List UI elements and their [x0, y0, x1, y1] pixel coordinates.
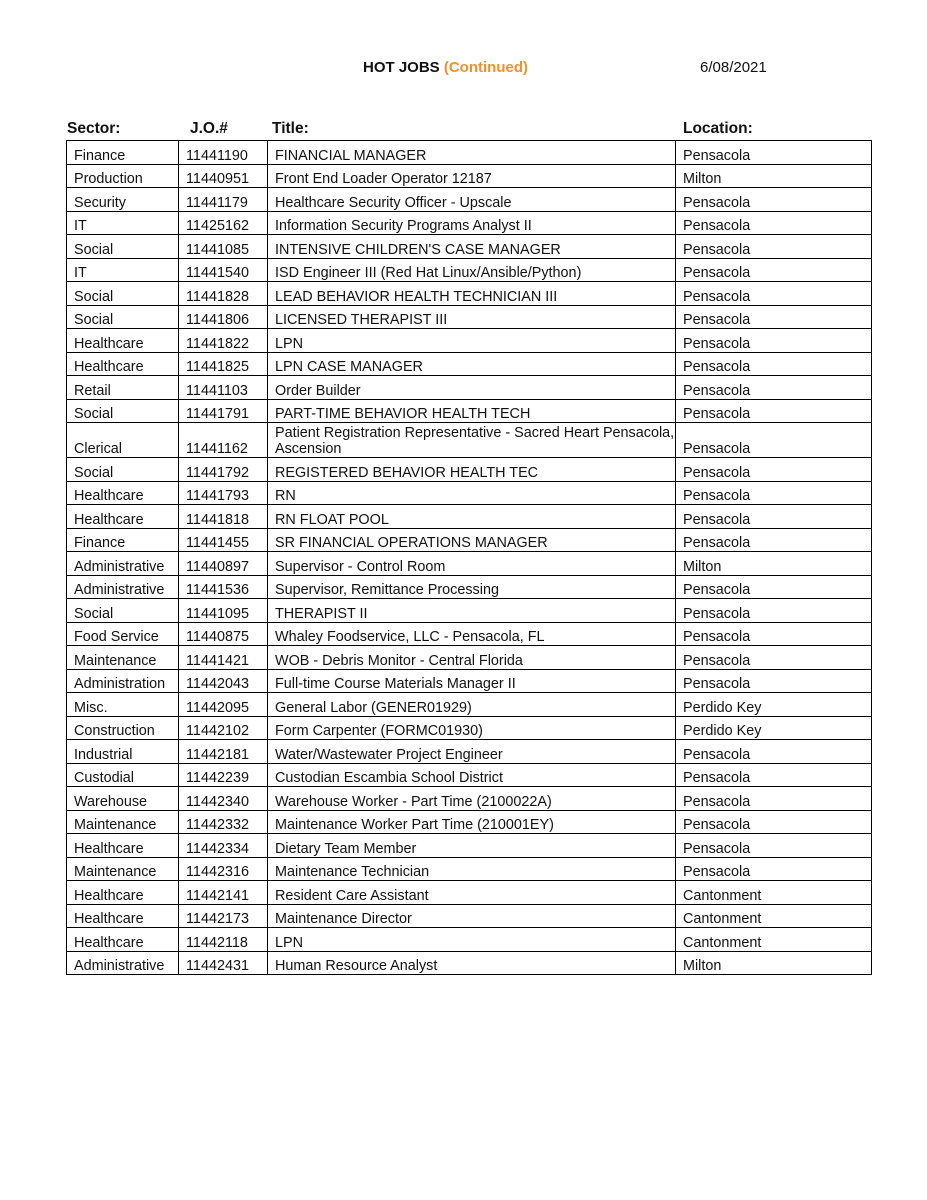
- cell-sector: Food Service: [67, 622, 179, 646]
- cell-jo: 11442141: [179, 881, 268, 905]
- cell-location: Pensacola: [676, 376, 872, 400]
- cell-sector: Clerical: [67, 423, 179, 458]
- table-row: [67, 458, 872, 482]
- cell-jo: 11441540: [179, 258, 268, 282]
- cell-jo: 11441791: [179, 399, 268, 423]
- cell-jo: 11442102: [179, 716, 268, 740]
- continued-label: (Continued): [443, 59, 528, 76]
- cell-title: Water/Wastewater Project Engineer: [268, 740, 676, 764]
- table-row: [67, 235, 872, 259]
- cell-title: Supervisor - Control Room: [268, 552, 676, 576]
- cell-location: Pensacola: [676, 423, 872, 458]
- cell-location: Pensacola: [676, 646, 872, 670]
- column-header-location: Location:: [683, 120, 753, 137]
- cell-sector: Social: [67, 305, 179, 329]
- cell-jo: 11441179: [179, 188, 268, 212]
- cell-jo: 11440875: [179, 622, 268, 646]
- cell-jo: 11441818: [179, 505, 268, 529]
- column-header-title: Title:: [272, 120, 309, 137]
- cell-location: Milton: [676, 951, 872, 975]
- cell-location: Pensacola: [676, 481, 872, 505]
- table-row: [67, 211, 872, 235]
- cell-location: Pensacola: [676, 740, 872, 764]
- table-row: [67, 834, 872, 858]
- cell-title: Custodian Escambia School District: [268, 763, 676, 787]
- table-row: [67, 904, 872, 928]
- cell-location: Cantonment: [676, 881, 872, 905]
- cell-title: LPN: [268, 928, 676, 952]
- cell-jo: 11442332: [179, 810, 268, 834]
- cell-jo: 11441536: [179, 575, 268, 599]
- cell-jo: 11441095: [179, 599, 268, 623]
- cell-title: LPN: [268, 329, 676, 353]
- cell-title: Human Resource Analyst: [268, 951, 676, 975]
- cell-location: Milton: [676, 164, 872, 188]
- table-row: [67, 928, 872, 952]
- cell-sector: Administration: [67, 669, 179, 693]
- table-row: [67, 693, 872, 717]
- cell-jo: 11441806: [179, 305, 268, 329]
- cell-location: Pensacola: [676, 235, 872, 259]
- table-row: [67, 282, 872, 306]
- cell-location: Pensacola: [676, 669, 872, 693]
- cell-location: Pensacola: [676, 458, 872, 482]
- cell-sector: Healthcare: [67, 329, 179, 353]
- cell-sector: Security: [67, 188, 179, 212]
- cell-title: Full-time Course Materials Manager II: [268, 669, 676, 693]
- cell-jo: 11440897: [179, 552, 268, 576]
- table-row: [67, 951, 872, 975]
- cell-jo: 11442239: [179, 763, 268, 787]
- title-text: HOT JOBS: [363, 59, 440, 76]
- cell-jo: 11441822: [179, 329, 268, 353]
- cell-location: Pensacola: [676, 258, 872, 282]
- cell-location: Milton: [676, 552, 872, 576]
- cell-jo: 11441793: [179, 481, 268, 505]
- cell-sector: Social: [67, 599, 179, 623]
- cell-location: Pensacola: [676, 211, 872, 235]
- jobs-table: [66, 140, 872, 975]
- cell-jo: 11442095: [179, 693, 268, 717]
- table-row: [67, 376, 872, 400]
- cell-sector: Construction: [67, 716, 179, 740]
- cell-sector: Healthcare: [67, 834, 179, 858]
- cell-jo: 11441190: [179, 141, 268, 165]
- cell-title: Maintenance Worker Part Time (210001EY): [268, 810, 676, 834]
- cell-location: Pensacola: [676, 834, 872, 858]
- cell-title: Supervisor, Remittance Processing: [268, 575, 676, 599]
- cell-sector: IT: [67, 258, 179, 282]
- cell-title: PART-TIME BEHAVIOR HEALTH TECH: [268, 399, 676, 423]
- cell-title: Warehouse Worker - Part Time (2100022A): [268, 787, 676, 811]
- cell-location: Pensacola: [676, 763, 872, 787]
- table-row: [67, 164, 872, 188]
- cell-location: Pensacola: [676, 528, 872, 552]
- cell-title: Maintenance Director: [268, 904, 676, 928]
- cell-sector: Social: [67, 235, 179, 259]
- table-row: [67, 763, 872, 787]
- table-row: [67, 352, 872, 376]
- report-date: 6/08/2021: [700, 59, 767, 76]
- column-header-jo: J.O.#: [190, 120, 228, 137]
- cell-sector: IT: [67, 211, 179, 235]
- cell-title: Maintenance Technician: [268, 857, 676, 881]
- table-row: [67, 881, 872, 905]
- cell-location: Pensacola: [676, 305, 872, 329]
- cell-sector: Administrative: [67, 951, 179, 975]
- cell-title: RN: [268, 481, 676, 505]
- cell-jo: 11442043: [179, 669, 268, 693]
- cell-jo: 11441085: [179, 235, 268, 259]
- table-row: [67, 575, 872, 599]
- cell-title: Whaley Foodservice, LLC - Pensacola, FL: [268, 622, 676, 646]
- table-row: [67, 481, 872, 505]
- cell-sector: Social: [67, 399, 179, 423]
- page-title: [363, 59, 528, 76]
- cell-jo: 11441103: [179, 376, 268, 400]
- table-row: [67, 552, 872, 576]
- cell-title: ISD Engineer III (Red Hat Linux/Ansible/Python): [268, 258, 676, 282]
- cell-title: Patient Registration Representative - Sacred Heart Pensacola, Ascension: [268, 423, 676, 458]
- cell-jo: 11441455: [179, 528, 268, 552]
- cell-jo: 11441825: [179, 352, 268, 376]
- cell-sector: Social: [67, 458, 179, 482]
- cell-location: Pensacola: [676, 141, 872, 165]
- jobs-table-body: [67, 141, 872, 975]
- cell-location: Pensacola: [676, 282, 872, 306]
- cell-sector: Maintenance: [67, 646, 179, 670]
- cell-sector: Finance: [67, 141, 179, 165]
- table-row: [67, 423, 872, 458]
- cell-location: Cantonment: [676, 904, 872, 928]
- cell-title: SR FINANCIAL OPERATIONS MANAGER: [268, 528, 676, 552]
- cell-title: WOB - Debris Monitor - Central Florida: [268, 646, 676, 670]
- cell-location: Pensacola: [676, 188, 872, 212]
- cell-sector: Administrative: [67, 575, 179, 599]
- table-row: [67, 258, 872, 282]
- cell-location: Pensacola: [676, 857, 872, 881]
- cell-title: LEAD BEHAVIOR HEALTH TECHNICIAN III: [268, 282, 676, 306]
- cell-sector: Production: [67, 164, 179, 188]
- cell-title: LPN CASE MANAGER: [268, 352, 676, 376]
- cell-sector: Finance: [67, 528, 179, 552]
- cell-location: Pensacola: [676, 352, 872, 376]
- table-row: [67, 188, 872, 212]
- cell-sector: Misc.: [67, 693, 179, 717]
- cell-jo: 11441162: [179, 423, 268, 458]
- cell-sector: Healthcare: [67, 881, 179, 905]
- cell-sector: Healthcare: [67, 481, 179, 505]
- table-row: [67, 646, 872, 670]
- cell-sector: Custodial: [67, 763, 179, 787]
- column-header-sector: Sector:: [67, 120, 121, 137]
- cell-title: Front End Loader Operator 12187: [268, 164, 676, 188]
- table-row: [67, 787, 872, 811]
- table-row: [67, 740, 872, 764]
- table-row: [67, 810, 872, 834]
- cell-sector: Maintenance: [67, 810, 179, 834]
- cell-location: Pensacola: [676, 575, 872, 599]
- table-row: [67, 505, 872, 529]
- cell-location: Pensacola: [676, 505, 872, 529]
- cell-location: Cantonment: [676, 928, 872, 952]
- cell-jo: 11442181: [179, 740, 268, 764]
- cell-sector: Administrative: [67, 552, 179, 576]
- cell-jo: 11440951: [179, 164, 268, 188]
- table-row: [67, 141, 872, 165]
- cell-location: Perdido Key: [676, 716, 872, 740]
- cell-title: FINANCIAL MANAGER: [268, 141, 676, 165]
- cell-title: Healthcare Security Officer - Upscale: [268, 188, 676, 212]
- table-row: [67, 669, 872, 693]
- cell-location: Pensacola: [676, 810, 872, 834]
- table-row: [67, 622, 872, 646]
- table-row: [67, 716, 872, 740]
- cell-sector: Healthcare: [67, 505, 179, 529]
- cell-location: Pensacola: [676, 622, 872, 646]
- cell-jo: 11442118: [179, 928, 268, 952]
- cell-sector: Healthcare: [67, 928, 179, 952]
- cell-title: LICENSED THERAPIST III: [268, 305, 676, 329]
- cell-jo: 11442173: [179, 904, 268, 928]
- cell-sector: Retail: [67, 376, 179, 400]
- cell-sector: Maintenance: [67, 857, 179, 881]
- table-row: [67, 528, 872, 552]
- cell-jo: 11441792: [179, 458, 268, 482]
- cell-sector: Industrial: [67, 740, 179, 764]
- cell-title: Information Security Programs Analyst II: [268, 211, 676, 235]
- cell-sector: Healthcare: [67, 904, 179, 928]
- cell-jo: 11442334: [179, 834, 268, 858]
- table-row: [67, 857, 872, 881]
- cell-sector: Social: [67, 282, 179, 306]
- cell-location: Pensacola: [676, 329, 872, 353]
- cell-title: Dietary Team Member: [268, 834, 676, 858]
- table-row: [67, 399, 872, 423]
- table-row: [67, 599, 872, 623]
- cell-location: Pensacola: [676, 399, 872, 423]
- cell-jo: 11425162: [179, 211, 268, 235]
- cell-jo: 11441828: [179, 282, 268, 306]
- cell-title: Order Builder: [268, 376, 676, 400]
- cell-sector: Healthcare: [67, 352, 179, 376]
- cell-jo: 11442340: [179, 787, 268, 811]
- table-row: [67, 305, 872, 329]
- cell-title: THERAPIST II: [268, 599, 676, 623]
- cell-location: Pensacola: [676, 599, 872, 623]
- cell-title: Resident Care Assistant: [268, 881, 676, 905]
- cell-title: REGISTERED BEHAVIOR HEALTH TEC: [268, 458, 676, 482]
- cell-location: Pensacola: [676, 787, 872, 811]
- cell-title: INTENSIVE CHILDREN'S CASE MANAGER: [268, 235, 676, 259]
- table-row: [67, 329, 872, 353]
- cell-sector: Warehouse: [67, 787, 179, 811]
- cell-title: RN FLOAT POOL: [268, 505, 676, 529]
- cell-title: Form Carpenter (FORMC01930): [268, 716, 676, 740]
- cell-jo: 11442316: [179, 857, 268, 881]
- cell-location: Perdido Key: [676, 693, 872, 717]
- cell-title: General Labor (GENER01929): [268, 693, 676, 717]
- cell-jo: 11441421: [179, 646, 268, 670]
- cell-jo: 11442431: [179, 951, 268, 975]
